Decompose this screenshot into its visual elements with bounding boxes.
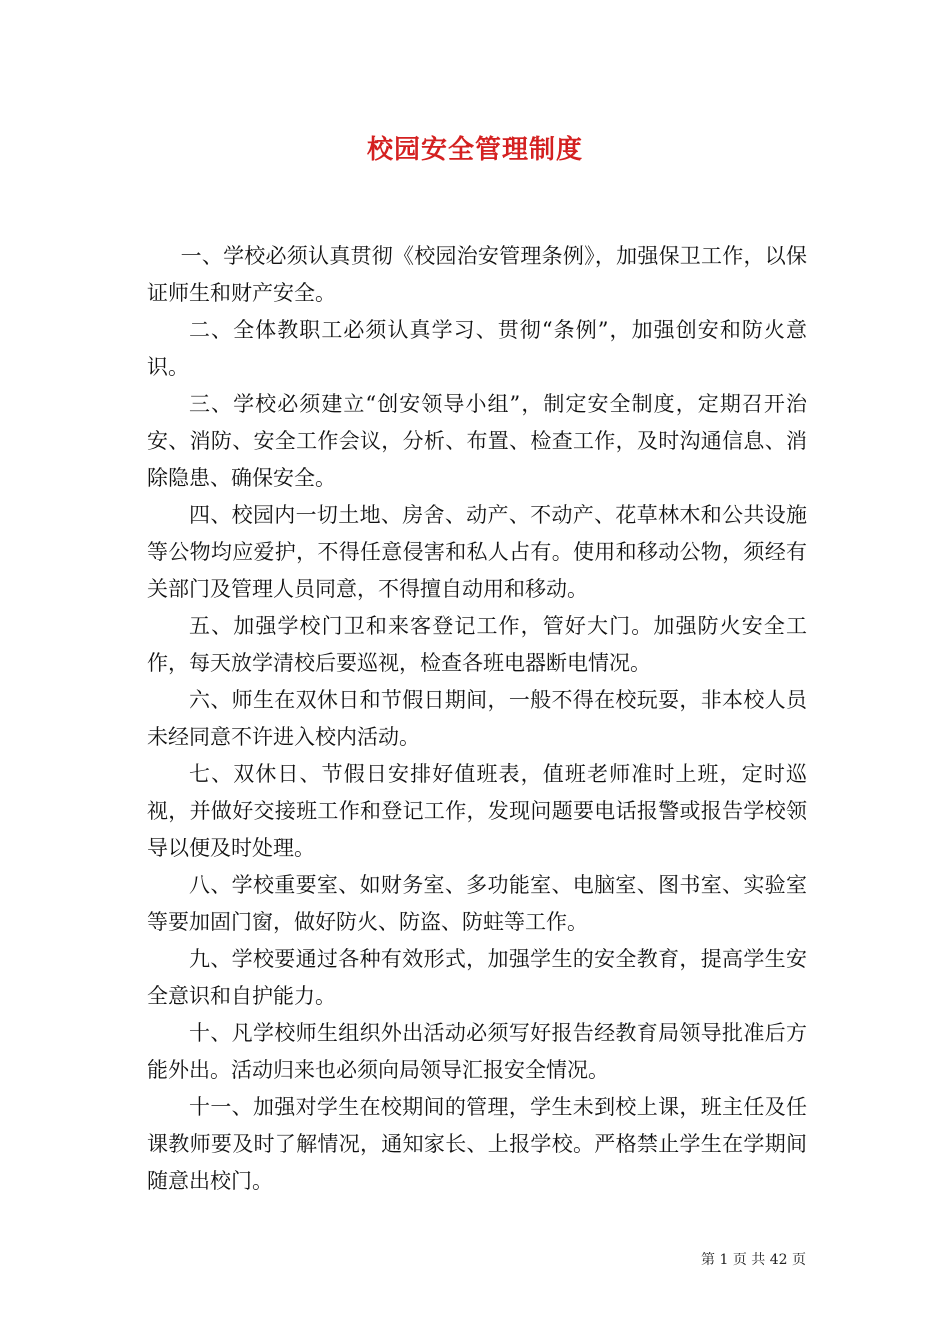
document-body	[147, 238, 807, 1200]
paragraph-5: 五、加强学校门卫和来客登记工作，管好大门。加强防火安全工作，每天放学清校后要巡视，检查各班电器断电情况。	[147, 614, 807, 675]
document-title: 校园安全管理制度	[366, 135, 583, 165]
paragraph-7: 七、双休日、节假日安排好值班表，值班老师准时上班，定时巡视，并做好交接班工作和登记工作，发现问题要电话报警或报告学校领导以便及时处理。	[147, 762, 807, 860]
paragraph-10: 十、凡学校师生组织外出活动必须写好报告经教育局领导批准后方能外出。活动归来也必须向局领导汇报安全情况。	[147, 1021, 807, 1082]
paragraph-8: 八、学校重要室、如财务室、多功能室、电脑室、图书室、实验室等要加固门窗，做好防火、防盗、防蛀等工作。	[147, 873, 807, 934]
paragraph-9: 九、学校要通过各种有效形式，加强学生的安全教育，提高学生安全意识和自护能力。	[147, 947, 807, 1008]
paragraph-6: 六、师生在双休日和节假日期间，一般不得在校玩耍，非本校人员未经同意不许进入校内活动。	[147, 688, 807, 749]
paragraph-2: 二、全体教职工必须认真学习、贯彻“条例”，加强创安和防火意识。	[147, 318, 807, 379]
page-indicator: 第 1 页 共 42 页	[701, 1252, 806, 1268]
paragraph-1: 一、学校必须认真贯彻《校园治安管理条例》，加强保卫工作，以保证师生和财产安全。	[147, 244, 807, 305]
paragraph-4: 四、校园内一切土地、房舍、动产、不动产、花草林木和公共设施等公物均应爱护，不得任意侵害和私人占有。使用和移动公物，须经有关部门及管理人员同意，不得擅自动用和移动。	[147, 503, 807, 601]
paragraph-3: 三、学校必须建立“创安领导小组”，制定安全制度，定期召开治安、消防、安全工作会议，分析、布置、检查工作，及时沟通信息、消除隐患、确保安全。	[147, 392, 807, 490]
paragraph-11: 十一、加强对学生在校期间的管理，学生未到校上课，班主任及任课教师要及时了解情况，通知家长、上报学校。严格禁止学生在学期间随意出校门。	[147, 1095, 807, 1193]
